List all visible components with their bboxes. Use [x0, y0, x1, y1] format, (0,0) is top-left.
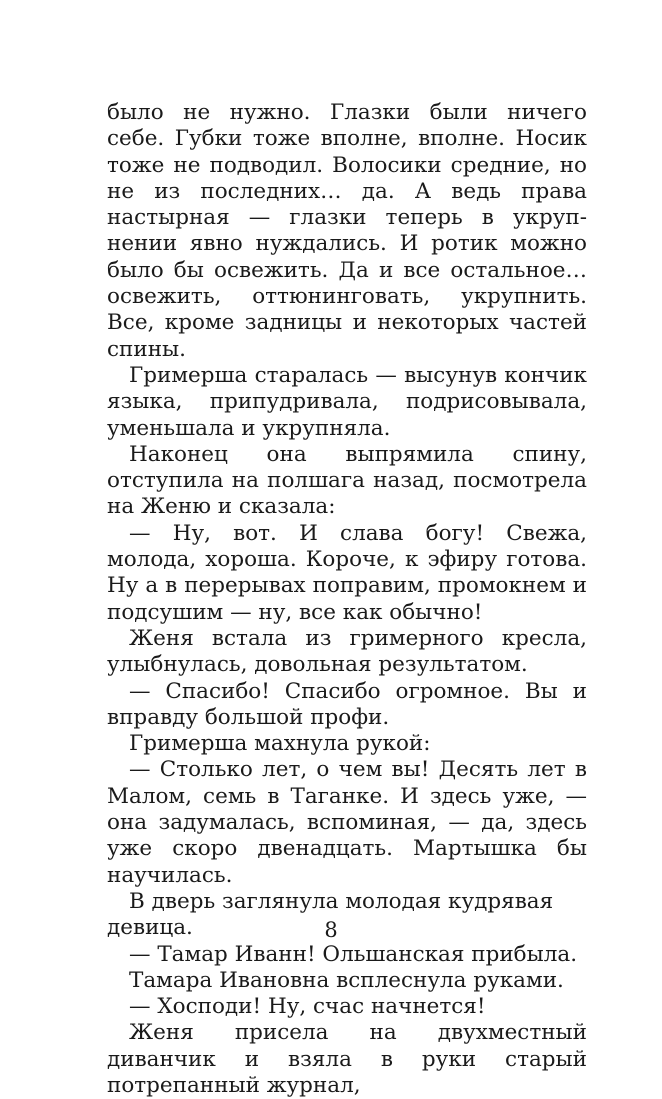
- paragraph: В дверь заглянула молодая кудрявая девица.: [107, 888, 554, 941]
- page-body-text: [107, 100, 587, 1099]
- paragraph: Женя встала из гримерного кресла, улыбнулась, довольная результатом.: [107, 625, 587, 678]
- paragraph: было не нужно. Глазки были ничего себе. Губки тоже вполне, вполне. Носик тоже не подводил. Волосики средние, но не из последних… да. А ведь права настырная — глазки теперь в укрупнении явно нуждались. И ротик можно было бы освежить. Да и все остальное… освежить, оттюнинговать, укрупнить. Все, кроме задницы и некоторых частей спины.: [107, 100, 587, 362]
- paragraph: — Спасибо! Спасибо огромное. Вы и вправду большой профи.: [107, 678, 587, 730]
- paragraph: — Ну, вот. И слава богу! Свежа, молода, хороша. Короче, к эфиру готова. Ну а в перерывах поправим, промокнем и подсушим — ну, все как обычно!: [107, 520, 587, 625]
- paragraph: — Хосподи! Ну, счас начнется!: [129, 994, 486, 1020]
- paragraph: Наконец она выпрямила спину, отступила на полшага назад, посмотрела на Женю и сказала:: [107, 441, 587, 520]
- paragraph: — Столько лет, о чем вы! Десять лет в Малом, семь в Таганке. И здесь уже, — она задумалась, вспоминая, — да, здесь уже скоро двенадцать. Мартышка бы научилась.: [107, 757, 587, 888]
- page-number: 8: [324, 918, 338, 942]
- paragraph: Женя присела на двухместный диванчик и взяла в руки старый потрепанный журнал,: [107, 1020, 587, 1098]
- paragraph: Гримерша старалась — высунув кончик языка, припудривала, подрисовывала, уменьшала и укрупняла.: [107, 362, 587, 441]
- paragraph: Гримерша махнула рукой:: [129, 731, 431, 757]
- paragraph: — Тамар Иванн! Ольшанская прибыла.: [129, 941, 578, 967]
- paragraph: Тамара Ивановна всплеснула руками.: [129, 967, 564, 993]
